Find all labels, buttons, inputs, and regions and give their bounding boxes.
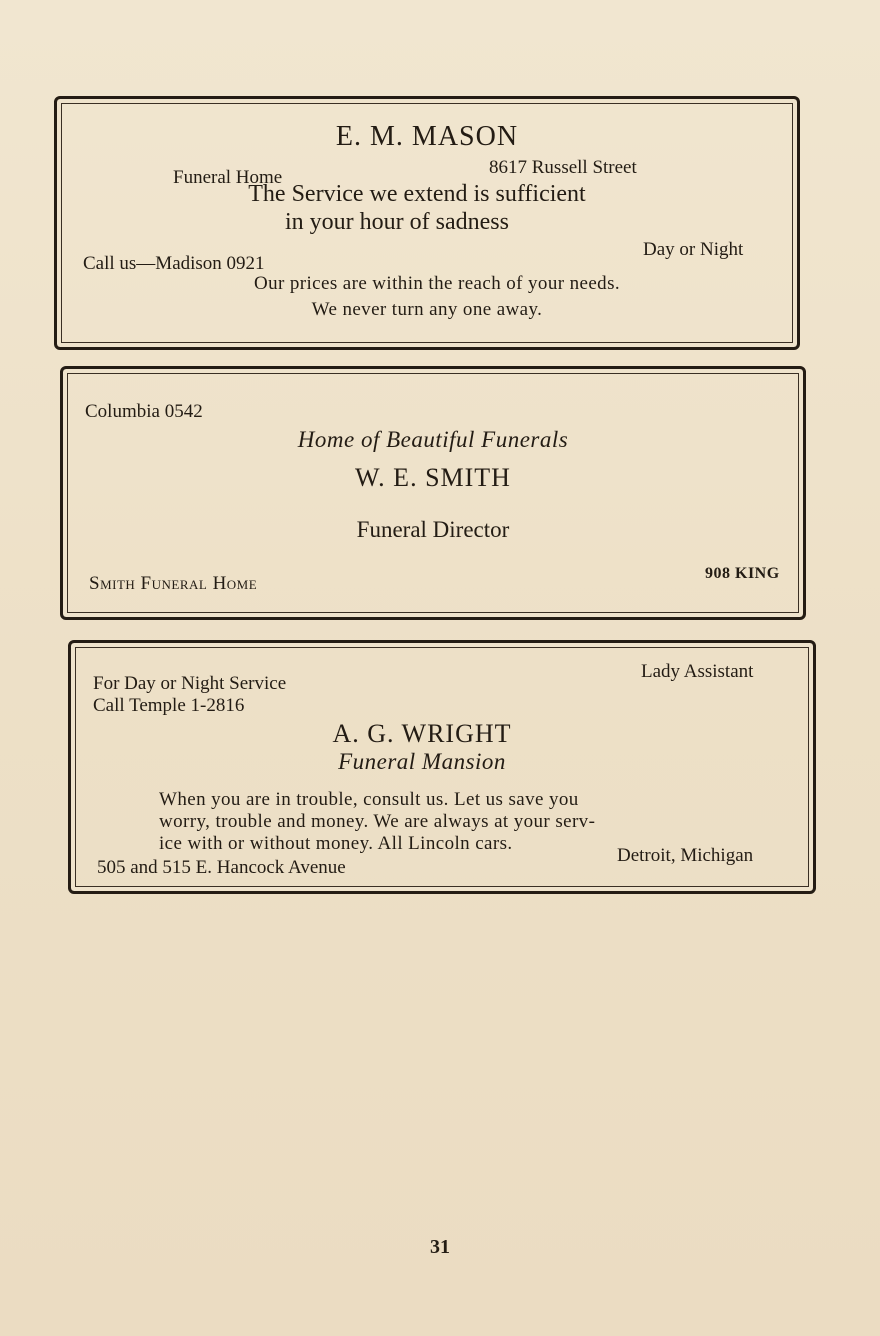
mason-call: Call us—Madison 0921 bbox=[83, 253, 265, 274]
wright-mansion: Funeral Mansion bbox=[338, 749, 506, 774]
mason-never: We never turn any one away. bbox=[311, 299, 543, 320]
wright-call: Call Temple 1-2816 bbox=[93, 695, 245, 716]
wright-body-line-2: worry, trouble and money. We are always at your serv- bbox=[159, 811, 596, 832]
mason-service-line-2: in your hour of sadness bbox=[285, 209, 509, 235]
wright-lady-assistant: Lady Assistant bbox=[641, 661, 754, 682]
wright-advertisement bbox=[68, 640, 816, 894]
mason-name: E. M. MASON bbox=[335, 121, 519, 152]
wright-name: A. G. WRIGHT bbox=[332, 719, 512, 748]
mason-funeral-home: Funeral Home bbox=[173, 167, 283, 188]
wright-address: 505 and 515 E. Hancock Avenue bbox=[97, 857, 346, 878]
smith-advertisement bbox=[60, 366, 806, 620]
smith-title: Funeral Director bbox=[356, 517, 510, 542]
smith-phone: Columbia 0542 bbox=[85, 401, 203, 422]
page-number: 31 bbox=[430, 1236, 450, 1258]
wright-body-line-1: When you are in trouble, consult us. Let us save you bbox=[159, 789, 579, 810]
mason-service-line-1: The Service we extend is sufficient bbox=[248, 181, 586, 207]
smith-address: 908 KING bbox=[705, 565, 780, 582]
mason-day-night: Day or Night bbox=[643, 239, 744, 260]
smith-tagline: Home of Beautiful Funerals bbox=[297, 427, 569, 452]
mason-prices: Our prices are within the reach of your needs. bbox=[253, 273, 621, 294]
smith-name: W. E. SMITH bbox=[355, 463, 511, 492]
wright-body-line-3: ice with or without money. All Lincoln cars. bbox=[159, 833, 513, 854]
mason-advertisement bbox=[54, 96, 800, 350]
mason-address: 8617 Russell Street bbox=[489, 157, 637, 178]
smith-funeral-home: Smith Funeral Home bbox=[89, 573, 258, 594]
wright-city: Detroit, Michigan bbox=[617, 845, 754, 866]
wright-service: For Day or Night Service bbox=[93, 673, 287, 694]
